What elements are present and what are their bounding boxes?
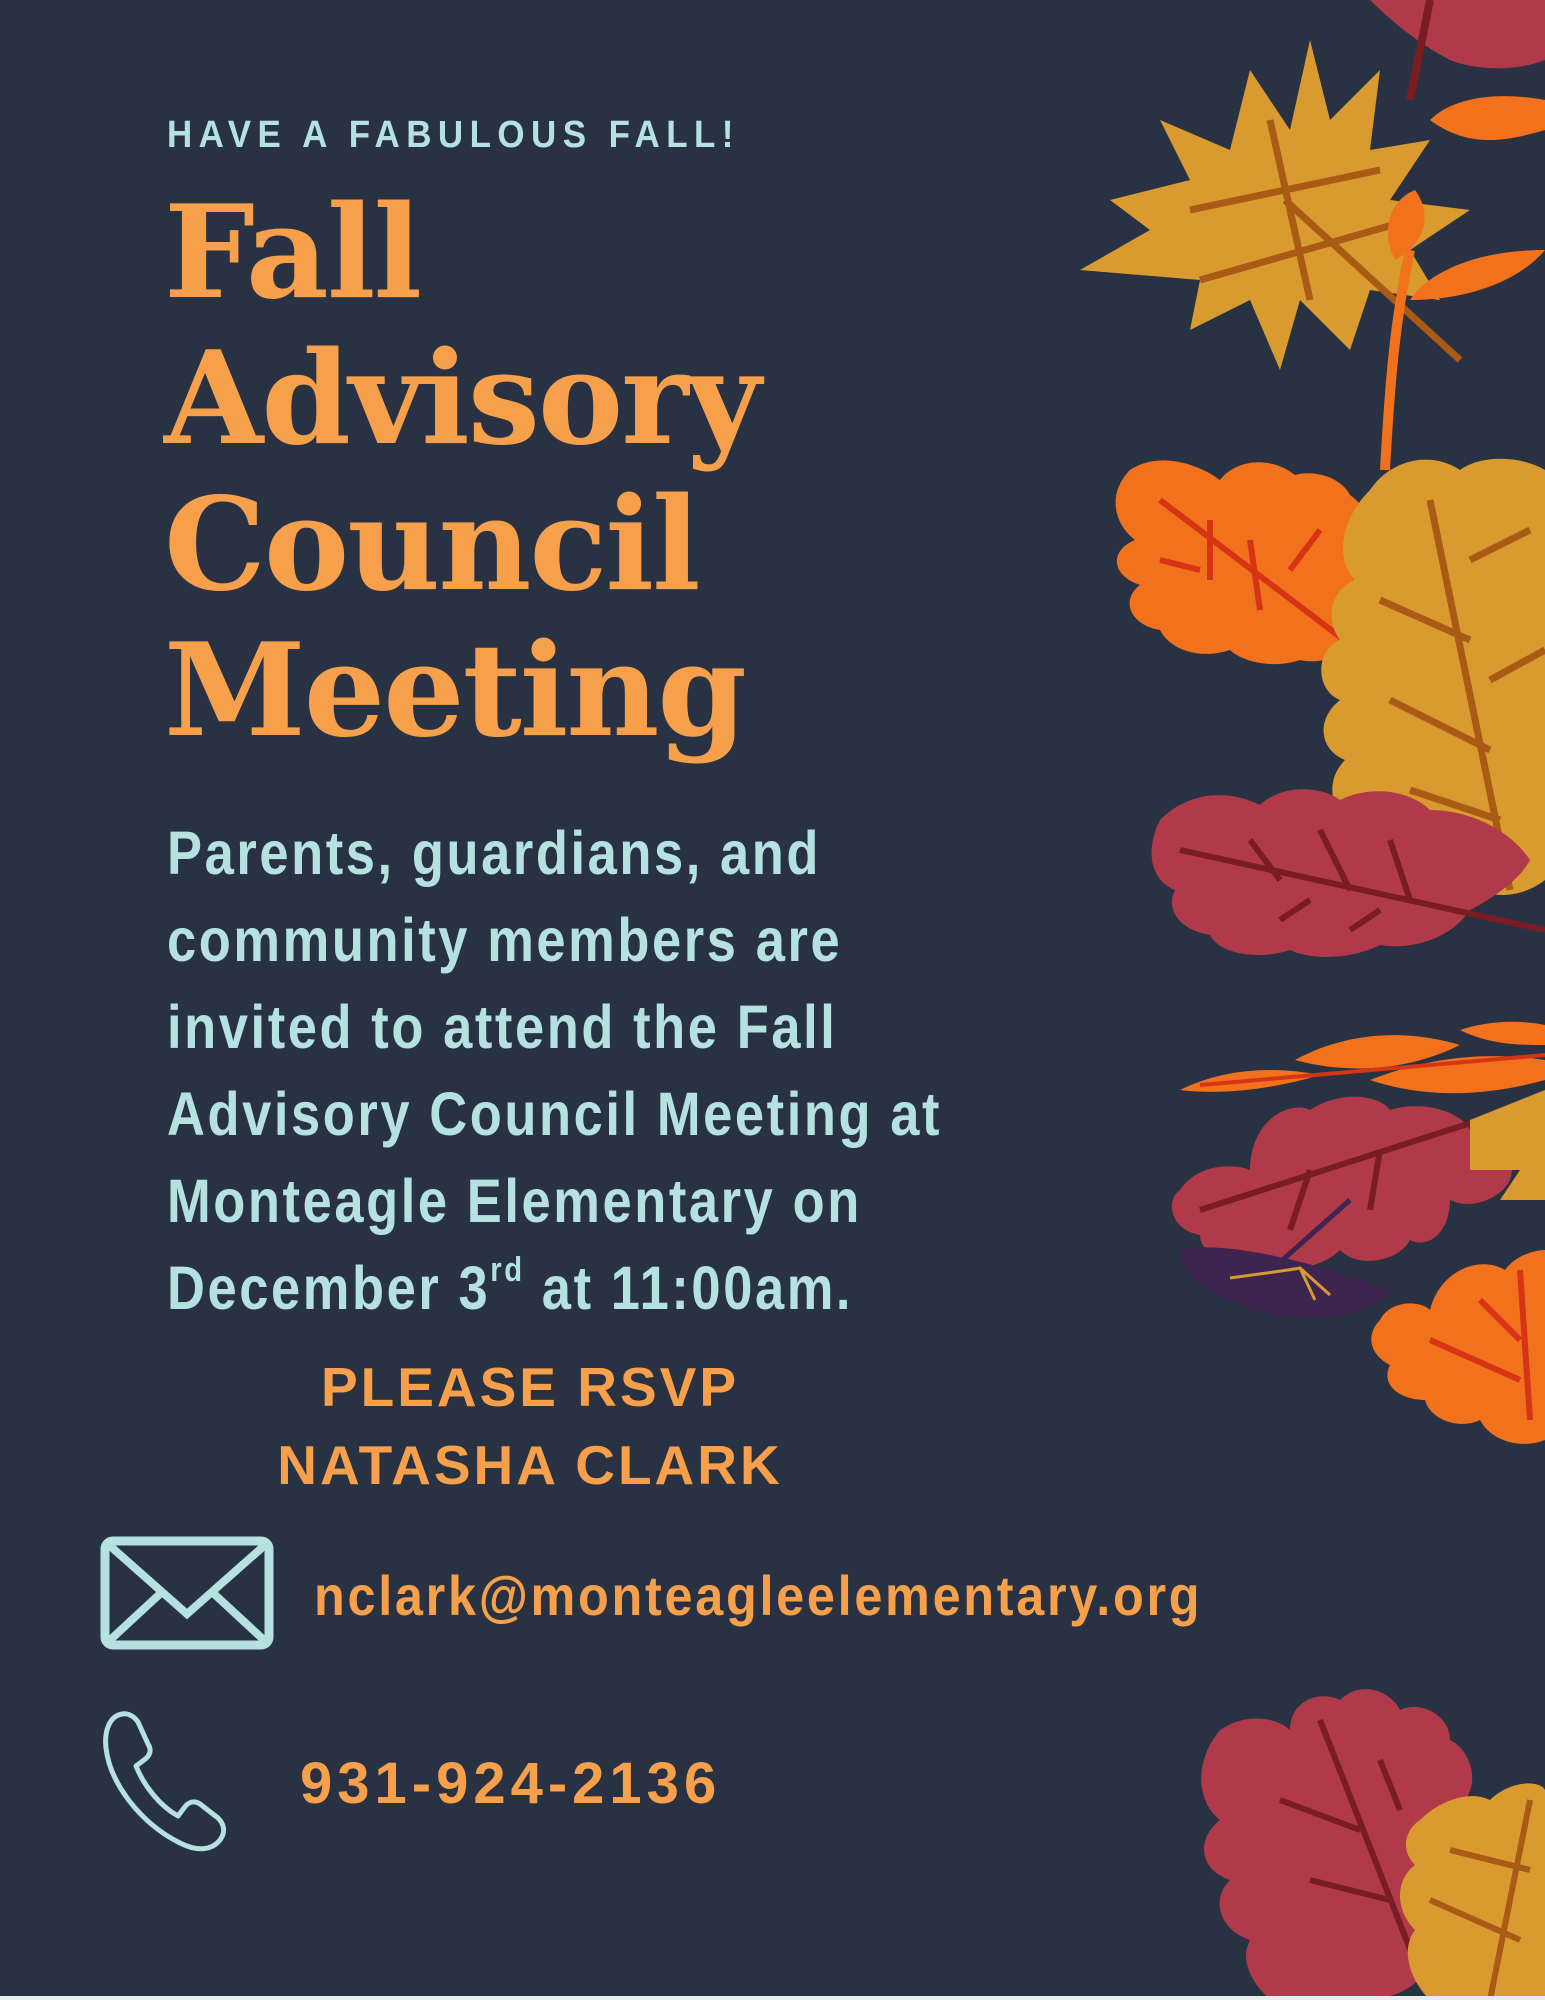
title-line: Fall: [164, 178, 421, 328]
page-edge-divider: [0, 1996, 1545, 2000]
date-ordinal: rd: [490, 1251, 525, 1289]
title-line: Advisory: [164, 324, 760, 474]
email-link[interactable]: nclark@monteagleelementary.org: [314, 1564, 1203, 1627]
body-line: Advisory Council Meeting at: [167, 1080, 943, 1148]
date-text: December 3: [167, 1254, 491, 1322]
leaf-icon: [1370, 0, 1545, 100]
tagline: HAVE A FABULOUS FALL!: [167, 114, 740, 156]
body-line: Parents, guardians, and: [167, 819, 822, 887]
phone-icon: [100, 1708, 240, 1858]
rsvp-label: PLEASE RSVP: [320, 1356, 740, 1418]
title-line: Council: [164, 470, 699, 620]
page-title: [164, 180, 759, 764]
title-line: Meeting: [164, 616, 745, 766]
rsvp-block: [250, 1348, 810, 1504]
body-line-date: [167, 1245, 993, 1332]
oak-leaf-icon: [1172, 1097, 1512, 1268]
autumn-leaves-illustration: [1050, 0, 1545, 2000]
phone-row: [100, 1708, 721, 1858]
time-text: at 11:00am.: [524, 1254, 854, 1322]
phone-link[interactable]: 931-924-2136: [300, 1750, 722, 1816]
body-line: community members are: [167, 906, 843, 974]
rsvp-contact-name: NATASHA CLARK: [277, 1434, 783, 1496]
body-line: Monteagle Elementary on: [167, 1167, 862, 1235]
invitation-text: [167, 810, 993, 1332]
sprig-icon: [1180, 1022, 1545, 1093]
envelope-icon: [100, 1536, 274, 1655]
body-line: invited to attend the Fall: [167, 993, 838, 1061]
oak-leaf-icon: [1371, 1250, 1545, 1444]
